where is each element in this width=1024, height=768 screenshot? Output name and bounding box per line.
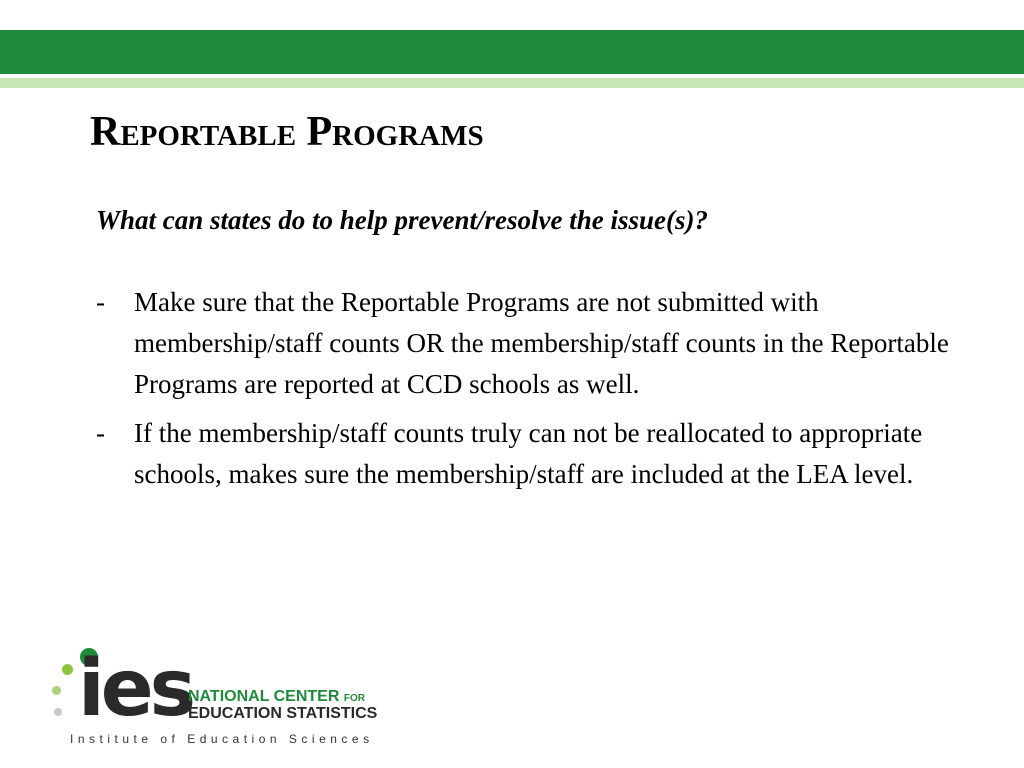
logo-subtitle: Institute of Education Sciences (70, 732, 374, 746)
bullet-list (96, 282, 966, 503)
logo-dot (62, 664, 73, 675)
bullet-text: If the membership/staff counts truly can not be reallocated to appropriate schools, makes sure the membership/staff are included at the LEA level. (134, 418, 923, 489)
bullet-text: Make sure that the Reportable Programs are not submitted with membership/staff counts OR the membership/staff counts in the Reportable Programs are reported at CCD schools as well. (134, 287, 949, 399)
logo-dot (52, 686, 61, 695)
bullet-item (96, 282, 966, 405)
bullet-marker: - (96, 418, 105, 448)
ies-logo (50, 644, 390, 748)
header-band (0, 30, 1024, 74)
ies-wordmark: ies (78, 644, 193, 734)
bullet-marker: - (96, 287, 105, 317)
header-accent-stripe (0, 78, 1024, 88)
top-margin (0, 0, 1024, 30)
logo-line-1: NATIONAL CENTER FOR (188, 688, 365, 705)
bullet-item (96, 413, 966, 495)
slide-question: What can states do to help prevent/resolve the issue(s)? (96, 205, 708, 235)
logo-line-2: EDUCATION STATISTICS (188, 705, 378, 722)
logo-dot (54, 708, 62, 716)
slide-title: Reportable Programs (90, 109, 484, 155)
